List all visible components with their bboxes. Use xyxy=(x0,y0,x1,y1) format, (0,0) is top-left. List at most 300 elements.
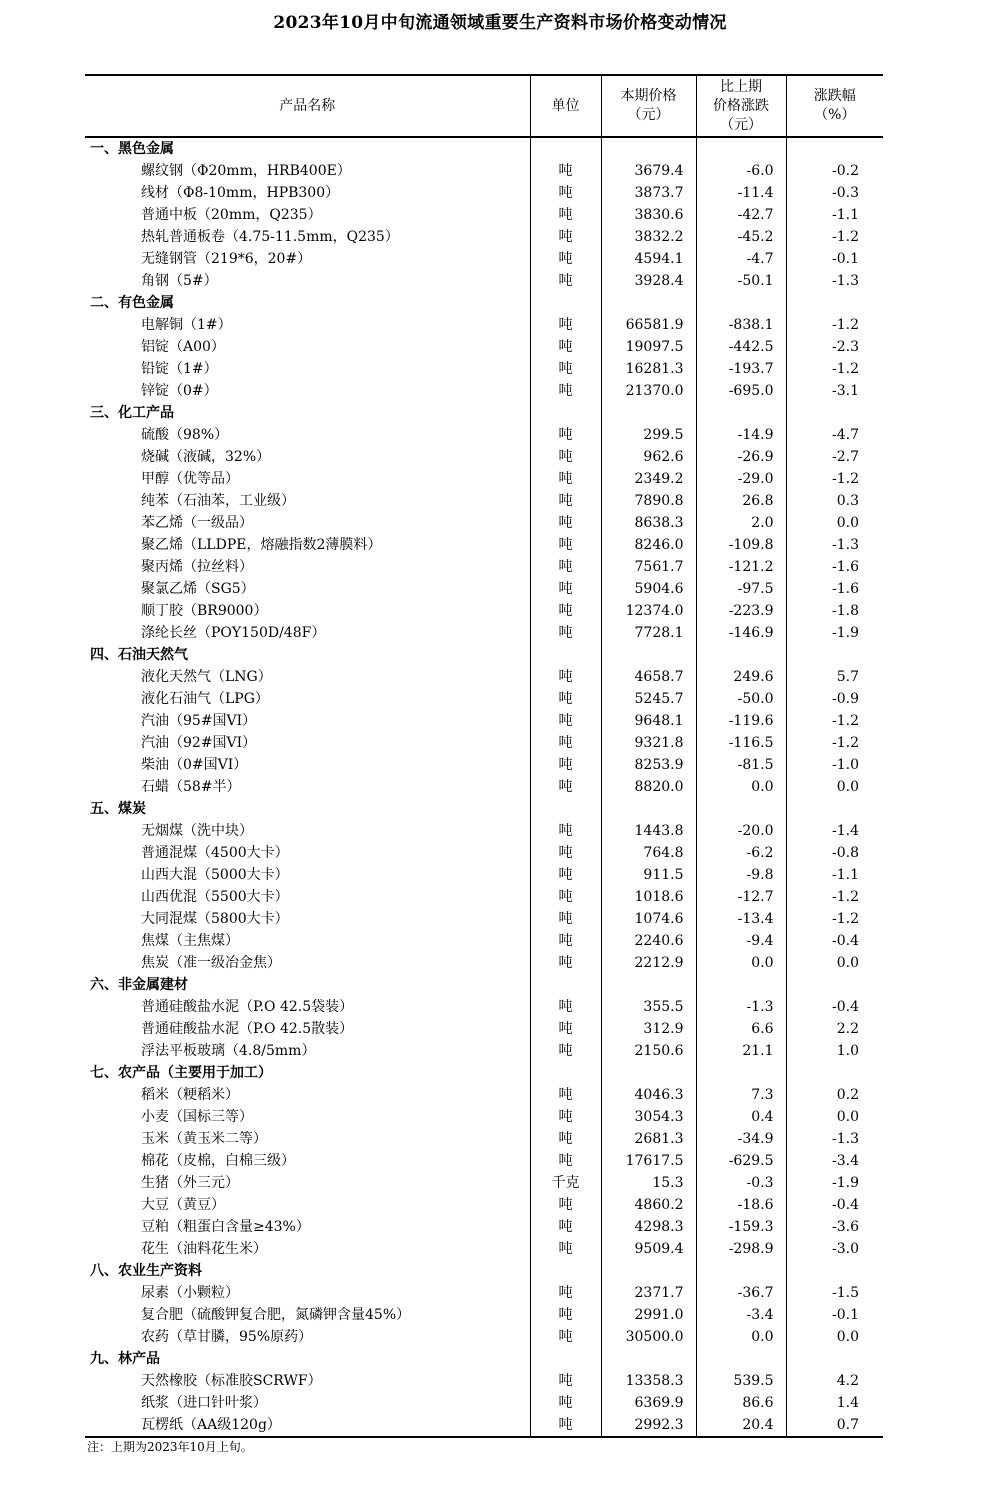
product-name: 烧碱（液碱，32%） xyxy=(141,449,271,465)
percent-cell: -3.1 xyxy=(786,380,883,402)
unit-cell: 吨 xyxy=(530,996,601,1018)
percent-cell: -0.2 xyxy=(786,160,883,182)
price-cell: 1443.8 xyxy=(601,820,696,842)
price-cell: 8638.3 xyxy=(601,512,696,534)
unit-cell: 吨 xyxy=(530,842,601,864)
table-row xyxy=(85,1106,883,1128)
price-cell: 66581.9 xyxy=(601,314,696,336)
unit-cell: 吨 xyxy=(530,358,601,380)
category-row xyxy=(85,1348,883,1370)
table-row xyxy=(85,424,883,446)
unit-cell: 吨 xyxy=(530,1128,601,1150)
price-cell: 962.6 xyxy=(601,446,696,468)
product-name: 锌锭（0#） xyxy=(141,383,218,399)
product-name: 焦煤（主焦煤） xyxy=(141,933,239,949)
category-name: 四、石油天然气 xyxy=(90,647,188,663)
product-name: 液化天然气（LNG） xyxy=(141,669,272,685)
table-row xyxy=(85,996,883,1018)
header-line: 比上期 xyxy=(720,78,762,95)
percent-cell: -1.2 xyxy=(786,886,883,908)
category-row xyxy=(85,292,883,314)
unit-cell: 吨 xyxy=(530,688,601,710)
price-cell: 2240.6 xyxy=(601,930,696,952)
category-row xyxy=(85,137,883,160)
unit-cell: 吨 xyxy=(530,490,601,512)
change-cell: 20.4 xyxy=(696,1414,786,1437)
empty-cell xyxy=(696,402,786,424)
footnote: 注：上期为2023年10月上旬。 xyxy=(87,1440,253,1454)
header-price-change xyxy=(696,75,786,137)
percent-cell: 1.4 xyxy=(786,1392,883,1414)
unit-cell: 吨 xyxy=(530,534,601,556)
percent-cell: -1.5 xyxy=(786,1282,883,1304)
table-row xyxy=(85,754,883,776)
percent-cell: -1.3 xyxy=(786,534,883,556)
empty-cell xyxy=(530,798,601,820)
product-name: 顺丁胶（BR9000） xyxy=(141,603,268,619)
change-cell: -11.4 xyxy=(696,182,786,204)
product-name: 普通硅酸盐水泥（P.O 42.5散装） xyxy=(141,1021,354,1037)
percent-cell: -2.7 xyxy=(786,446,883,468)
percent-cell: -2.3 xyxy=(786,336,883,358)
percent-cell: -1.8 xyxy=(786,600,883,622)
change-cell: -50.1 xyxy=(696,270,786,292)
table-row xyxy=(85,776,883,798)
category-row xyxy=(85,1062,883,1084)
change-cell: 7.3 xyxy=(696,1084,786,1106)
percent-cell: -1.2 xyxy=(786,226,883,248)
empty-cell xyxy=(786,798,883,820)
change-cell: -4.7 xyxy=(696,248,786,270)
empty-cell xyxy=(696,1348,786,1370)
empty-cell xyxy=(696,1062,786,1084)
percent-cell: -0.1 xyxy=(786,248,883,270)
price-table xyxy=(85,74,883,1438)
price-cell: 3830.6 xyxy=(601,204,696,226)
price-cell: 3679.4 xyxy=(601,160,696,182)
price-cell: 4298.3 xyxy=(601,1216,696,1238)
product-name: 无缝钢管（219*6，20#） xyxy=(141,251,312,267)
percent-cell: -1.9 xyxy=(786,1172,883,1194)
percent-cell: 0.0 xyxy=(786,952,883,974)
percent-cell: -3.4 xyxy=(786,1150,883,1172)
empty-cell xyxy=(530,1348,601,1370)
header-unit: 单位 xyxy=(530,75,601,137)
table-row xyxy=(85,952,883,974)
empty-cell xyxy=(530,644,601,666)
change-cell: 6.6 xyxy=(696,1018,786,1040)
unit-cell: 吨 xyxy=(530,1194,601,1216)
price-cell: 312.9 xyxy=(601,1018,696,1040)
percent-cell: -0.8 xyxy=(786,842,883,864)
category-name: 九、林产品 xyxy=(90,1351,160,1367)
table-row xyxy=(85,1326,883,1348)
percent-cell: -1.6 xyxy=(786,556,883,578)
product-name: 稻米（粳稻米） xyxy=(141,1087,239,1103)
unit-cell: 吨 xyxy=(530,270,601,292)
price-cell: 7561.7 xyxy=(601,556,696,578)
percent-cell: -3.0 xyxy=(786,1238,883,1260)
unit-cell: 吨 xyxy=(530,1018,601,1040)
change-cell: -29.0 xyxy=(696,468,786,490)
product-name: 角钢（5#） xyxy=(141,273,218,289)
percent-cell: -1.1 xyxy=(786,204,883,226)
empty-cell xyxy=(696,292,786,314)
unit-cell: 吨 xyxy=(530,556,601,578)
table-body xyxy=(85,137,883,1437)
table-row xyxy=(85,512,883,534)
empty-cell xyxy=(601,644,696,666)
table-row xyxy=(85,248,883,270)
product-name: 汽油（92#国VI） xyxy=(141,735,257,751)
price-cell: 21370.0 xyxy=(601,380,696,402)
product-name: 浮法平板玻璃（4.8/5mm） xyxy=(141,1043,316,1059)
header-line: （%） xyxy=(814,107,856,123)
table-row xyxy=(85,1238,883,1260)
unit-cell: 吨 xyxy=(530,886,601,908)
unit-cell: 吨 xyxy=(530,1392,601,1414)
table-row xyxy=(85,842,883,864)
unit-cell: 吨 xyxy=(530,204,601,226)
product-name: 山西优混（5500大卡） xyxy=(141,889,289,905)
change-cell: 0.0 xyxy=(696,952,786,974)
category-row xyxy=(85,798,883,820)
table-row xyxy=(85,1282,883,1304)
percent-cell: -0.4 xyxy=(786,930,883,952)
change-cell: -14.9 xyxy=(696,424,786,446)
empty-cell xyxy=(786,644,883,666)
percent-cell: -0.4 xyxy=(786,1194,883,1216)
table-row xyxy=(85,380,883,402)
empty-cell xyxy=(696,644,786,666)
empty-cell xyxy=(786,974,883,996)
table-row xyxy=(85,1194,883,1216)
change-cell: 2.0 xyxy=(696,512,786,534)
price-cell: 2992.3 xyxy=(601,1414,696,1437)
unit-cell: 千克 xyxy=(530,1172,601,1194)
product-name: 甲醇（优等品） xyxy=(141,471,239,487)
change-cell: -9.4 xyxy=(696,930,786,952)
price-cell: 9509.4 xyxy=(601,1238,696,1260)
table-row xyxy=(85,1216,883,1238)
table-row xyxy=(85,666,883,688)
change-cell: -159.3 xyxy=(696,1216,786,1238)
product-name: 豆粕（粗蛋白含量≥43%） xyxy=(141,1219,310,1235)
product-name: 纯苯（石油苯，工业级） xyxy=(141,493,295,509)
unit-cell: 吨 xyxy=(530,512,601,534)
price-cell: 2349.2 xyxy=(601,468,696,490)
unit-cell: 吨 xyxy=(530,1326,601,1348)
percent-cell: -1.2 xyxy=(786,468,883,490)
percent-cell: -1.2 xyxy=(786,358,883,380)
change-cell: -45.2 xyxy=(696,226,786,248)
change-cell: -109.8 xyxy=(696,534,786,556)
unit-cell: 吨 xyxy=(530,1106,601,1128)
unit-cell: 吨 xyxy=(530,468,601,490)
percent-cell: 0.0 xyxy=(786,1106,883,1128)
table-row xyxy=(85,710,883,732)
product-name: 铝锭（A00） xyxy=(141,339,225,355)
header-product-name: 产品名称 xyxy=(85,75,530,137)
price-cell: 30500.0 xyxy=(601,1326,696,1348)
change-cell: 539.5 xyxy=(696,1370,786,1392)
product-name: 大豆（黄豆） xyxy=(141,1197,225,1213)
price-cell: 17617.5 xyxy=(601,1150,696,1172)
change-cell: 0.0 xyxy=(696,1326,786,1348)
empty-cell xyxy=(601,402,696,424)
price-cell: 13358.3 xyxy=(601,1370,696,1392)
unit-cell: 吨 xyxy=(530,666,601,688)
table-row xyxy=(85,1414,883,1437)
empty-cell xyxy=(601,798,696,820)
change-cell: 26.8 xyxy=(696,490,786,512)
unit-cell: 吨 xyxy=(530,226,601,248)
change-cell: -629.5 xyxy=(696,1150,786,1172)
change-cell: -695.0 xyxy=(696,380,786,402)
percent-cell: -0.1 xyxy=(786,1304,883,1326)
price-cell: 2991.0 xyxy=(601,1304,696,1326)
price-cell: 8820.0 xyxy=(601,776,696,798)
table-row xyxy=(85,1172,883,1194)
empty-cell xyxy=(530,292,601,314)
table-row xyxy=(85,1150,883,1172)
unit-cell: 吨 xyxy=(530,182,601,204)
price-cell: 3054.3 xyxy=(601,1106,696,1128)
category-row xyxy=(85,644,883,666)
unit-cell: 吨 xyxy=(530,314,601,336)
price-cell: 9648.1 xyxy=(601,710,696,732)
table-row xyxy=(85,1128,883,1150)
product-name: 石蜡（58#半） xyxy=(141,779,241,795)
product-name: 液化石油气（LPG） xyxy=(141,691,269,707)
product-name: 线材（Φ8-10mm，HPB300） xyxy=(141,185,340,201)
header-current-price xyxy=(601,75,696,137)
change-cell: -26.9 xyxy=(696,446,786,468)
change-cell: -146.9 xyxy=(696,622,786,644)
percent-cell: -1.2 xyxy=(786,908,883,930)
product-name: 螺纹钢（Φ20mm，HRB400E） xyxy=(141,163,351,179)
empty-cell xyxy=(786,137,883,160)
change-cell: -20.0 xyxy=(696,820,786,842)
product-name: 小麦（国标三等） xyxy=(141,1109,253,1125)
price-cell: 5904.6 xyxy=(601,578,696,600)
product-name: 棉花（皮棉，白棉三级） xyxy=(141,1153,295,1169)
percent-cell: 0.0 xyxy=(786,776,883,798)
empty-cell xyxy=(601,974,696,996)
price-cell: 1074.6 xyxy=(601,908,696,930)
table-row xyxy=(85,446,883,468)
unit-cell: 吨 xyxy=(530,446,601,468)
table-row xyxy=(85,490,883,512)
product-name: 热轧普通板卷（4.75-11.5mm，Q235） xyxy=(141,229,399,245)
table-row xyxy=(85,1040,883,1062)
price-cell: 19097.5 xyxy=(601,336,696,358)
change-cell: 0.4 xyxy=(696,1106,786,1128)
percent-cell: 0.7 xyxy=(786,1414,883,1437)
category-row xyxy=(85,402,883,424)
change-cell: -13.4 xyxy=(696,908,786,930)
price-cell: 8253.9 xyxy=(601,754,696,776)
percent-cell: -3.6 xyxy=(786,1216,883,1238)
percent-cell: 0.0 xyxy=(786,1326,883,1348)
unit-cell: 吨 xyxy=(530,1370,601,1392)
percent-cell: -1.2 xyxy=(786,710,883,732)
product-name: 铅锭（1#） xyxy=(141,361,218,377)
change-cell: -42.7 xyxy=(696,204,786,226)
empty-cell xyxy=(786,292,883,314)
table-row xyxy=(85,820,883,842)
category-name: 六、非金属建材 xyxy=(90,977,188,993)
price-cell: 8246.0 xyxy=(601,534,696,556)
percent-cell: -0.3 xyxy=(786,182,883,204)
table-row xyxy=(85,1018,883,1040)
unit-cell: 吨 xyxy=(530,820,601,842)
product-name: 瓦楞纸（AA级120g） xyxy=(85,1414,530,1437)
change-cell: 0.0 xyxy=(696,776,786,798)
unit-cell: 吨 xyxy=(530,1150,601,1172)
percent-cell: 0.0 xyxy=(786,512,883,534)
empty-cell xyxy=(696,137,786,160)
empty-cell xyxy=(696,974,786,996)
unit-cell: 吨 xyxy=(530,754,601,776)
change-cell: -116.5 xyxy=(696,732,786,754)
category-name: 三、化工产品 xyxy=(90,405,174,421)
percent-cell: -1.3 xyxy=(786,270,883,292)
product-name: 聚氯乙烯（SG5） xyxy=(141,581,255,597)
product-name: 山西大混（5000大卡） xyxy=(141,867,289,883)
product-name: 普通中板（20mm，Q235） xyxy=(141,207,322,223)
percent-cell: -0.9 xyxy=(786,688,883,710)
table-row xyxy=(85,864,883,886)
empty-cell xyxy=(601,1348,696,1370)
price-cell: 4658.7 xyxy=(601,666,696,688)
category-row xyxy=(85,1260,883,1282)
change-cell: -223.9 xyxy=(696,600,786,622)
change-cell: -3.4 xyxy=(696,1304,786,1326)
change-cell: -34.9 xyxy=(696,1128,786,1150)
unit-cell: 吨 xyxy=(530,578,601,600)
header-line: （元） xyxy=(627,107,670,123)
percent-cell: -4.7 xyxy=(786,424,883,446)
table-row xyxy=(85,182,883,204)
empty-cell xyxy=(530,402,601,424)
table-row xyxy=(85,204,883,226)
empty-cell xyxy=(530,137,601,160)
product-name: 柴油（0#国VI） xyxy=(141,757,248,773)
price-cell: 6369.9 xyxy=(601,1392,696,1414)
product-name: 无烟煤（洗中块） xyxy=(141,823,253,839)
unit-cell: 吨 xyxy=(530,622,601,644)
product-name: 电解铜（1#） xyxy=(141,317,232,333)
price-cell: 2681.3 xyxy=(601,1128,696,1150)
price-cell: 299.5 xyxy=(601,424,696,446)
price-cell: 2150.6 xyxy=(601,1040,696,1062)
table-header-row xyxy=(85,75,883,137)
change-cell: 21.1 xyxy=(696,1040,786,1062)
empty-cell xyxy=(601,137,696,160)
product-name: 复合肥（硫酸钾复合肥，氮磷钾含量45%） xyxy=(141,1307,411,1323)
category-name: 七、农产品（主要用于加工） xyxy=(90,1065,272,1081)
unit-cell: 吨 xyxy=(530,732,601,754)
percent-cell: -1.1 xyxy=(786,864,883,886)
percent-cell: 0.2 xyxy=(786,1084,883,1106)
table-row xyxy=(85,1392,883,1414)
price-cell: 1018.6 xyxy=(601,886,696,908)
change-cell: -193.7 xyxy=(696,358,786,380)
unit-cell: 吨 xyxy=(530,952,601,974)
product-name: 硫酸（98%） xyxy=(141,427,229,443)
product-name: 汽油（95#国VI） xyxy=(141,713,257,729)
table-row xyxy=(85,336,883,358)
change-cell: -0.3 xyxy=(696,1172,786,1194)
table-row xyxy=(85,226,883,248)
change-cell: -442.5 xyxy=(696,336,786,358)
empty-cell xyxy=(786,402,883,424)
percent-cell: 5.7 xyxy=(786,666,883,688)
price-cell: 3873.7 xyxy=(601,182,696,204)
category-row xyxy=(85,974,883,996)
product-name: 纸浆（进口针叶浆） xyxy=(141,1395,267,1411)
table-row xyxy=(85,314,883,336)
percent-cell: -1.9 xyxy=(786,622,883,644)
percent-cell: -1.3 xyxy=(786,1128,883,1150)
header-change-percent xyxy=(786,75,883,137)
change-cell: -18.6 xyxy=(696,1194,786,1216)
change-cell: -12.7 xyxy=(696,886,786,908)
product-name: 玉米（黄玉米二等） xyxy=(141,1131,267,1147)
percent-cell: -1.4 xyxy=(786,820,883,842)
price-cell: 764.8 xyxy=(601,842,696,864)
empty-cell xyxy=(530,1062,601,1084)
unit-cell: 吨 xyxy=(530,160,601,182)
header-line: 本期价格 xyxy=(620,88,677,104)
price-cell: 5245.7 xyxy=(601,688,696,710)
category-name: 二、有色金属 xyxy=(90,295,174,311)
table-row xyxy=(85,886,883,908)
empty-cell xyxy=(696,798,786,820)
unit-cell: 吨 xyxy=(530,1216,601,1238)
change-cell: -97.5 xyxy=(696,578,786,600)
price-cell: 355.5 xyxy=(601,996,696,1018)
change-cell: -50.0 xyxy=(696,688,786,710)
table-row xyxy=(85,556,883,578)
table-row xyxy=(85,688,883,710)
percent-cell: -1.0 xyxy=(786,754,883,776)
percent-cell: -1.6 xyxy=(786,578,883,600)
product-name: 农药（草甘膦，95%原药） xyxy=(141,1329,313,1345)
table-row xyxy=(85,270,883,292)
product-name: 生猪（外三元） xyxy=(141,1175,239,1191)
page-title: 2023年10月中旬流通领域重要生产资料市场价格变动情况 xyxy=(273,13,727,33)
empty-cell xyxy=(786,1062,883,1084)
empty-cell xyxy=(530,1260,601,1282)
table-row xyxy=(85,622,883,644)
product-name: 涤纶长丝（POY150D/48F） xyxy=(141,625,326,641)
unit-cell: 吨 xyxy=(530,600,601,622)
price-cell: 2212.9 xyxy=(601,952,696,974)
change-cell: -36.7 xyxy=(696,1282,786,1304)
change-cell: -298.9 xyxy=(696,1238,786,1260)
change-cell: -838.1 xyxy=(696,314,786,336)
table-row xyxy=(85,578,883,600)
change-cell: 86.6 xyxy=(696,1392,786,1414)
change-cell: -6.2 xyxy=(696,842,786,864)
product-name: 聚乙烯（LLDPE，熔融指数2薄膜料） xyxy=(141,537,382,553)
price-cell: 15.3 xyxy=(601,1172,696,1194)
header-line: （元） xyxy=(720,116,762,133)
category-name: 一、黑色金属 xyxy=(90,141,174,157)
unit-cell: 吨 xyxy=(530,1304,601,1326)
